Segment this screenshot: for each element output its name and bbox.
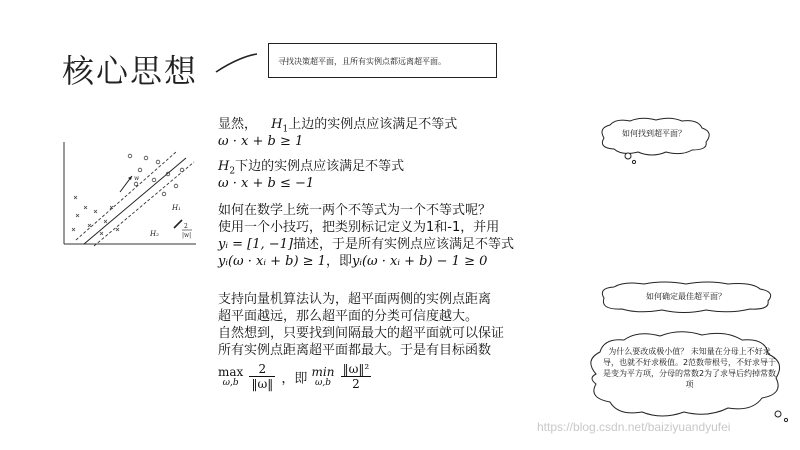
- cloud2-text: 如何确定最佳超平面？: [646, 292, 726, 301]
- min-operator: min ω,b: [311, 365, 335, 388]
- objective-fraction-min: $\frac{\text{‖ω‖²}}{2}$: [342, 362, 370, 391]
- h1-label: H₁: [172, 204, 181, 212]
- b4-line1: 支持向量机算法认为，超平面两侧的实例点距离: [218, 292, 492, 307]
- b3-unified-inequality: yᵢ(ω · xᵢ + b) ≥ 1: [218, 254, 326, 269]
- hyperplane-center: [84, 158, 186, 244]
- max-operator: max ω,b: [218, 365, 244, 388]
- b2-text: 下边的实例点应该满足不等式: [235, 159, 405, 174]
- objective-fraction-max: $\frac{2}{‖\omega‖}$: [251, 362, 274, 391]
- margin-denominator: |w|: [182, 232, 192, 239]
- negative-points: [72, 196, 119, 235]
- watermark: https://blog.csdn.net/baiziyuandyufei: [537, 420, 731, 434]
- cloud3-text: 为什么要改成极小值？ 未知量在分母上不好求导，也就不好求极值。2范数带根号，不好求导于是变为平方项，分母的常数2为了求导后约掉常数项: [602, 347, 777, 389]
- b4-line3: 自然想到，只要找到间隔最大的超平面就可以保证: [218, 326, 505, 341]
- margin-numerator: 2: [184, 223, 188, 230]
- objective-function: [218, 362, 373, 402]
- b3-unified-inequality-alt: yᵢ(ω · xᵢ + b) − 1 ≥ 0: [351, 254, 488, 269]
- b1-inequality: ω · x + b ≥ 1: [218, 134, 304, 149]
- b4-line2: 超平面越远，那么超平面的分类可信度越大。: [218, 309, 479, 324]
- thought-cloud-best-hyperplane: [594, 280, 780, 316]
- b2-h2-sub: 2: [229, 166, 236, 177]
- svm-diagram: [58, 140, 198, 248]
- b3-line4-mid: ，即: [325, 254, 352, 269]
- b1-h1-sub: 1: [282, 124, 289, 135]
- h2-condition-block: [218, 158, 404, 192]
- b1-prefix: 显然，: [218, 117, 258, 132]
- unify-inequality-block: [218, 202, 514, 270]
- b2-inequality: ω · x + b ≤ −1: [218, 176, 315, 191]
- b3-line1: 如何在数学上统一两个不等式为一个不等式呢？: [218, 203, 492, 218]
- h1-condition-block: [218, 116, 457, 150]
- thought-cloud-find-hyperplane: [590, 116, 720, 164]
- b3-label-def: yᵢ = [1, −1]: [218, 237, 293, 252]
- b4-line4: 所有实例点距离超平面都最大。于是有目标函数: [218, 343, 492, 358]
- thought-cloud-why-minimize: [582, 328, 797, 423]
- b3-line3-text: 描述，于是所有实例点应该满足不等式: [292, 237, 514, 252]
- margin-bracket: [174, 220, 182, 228]
- b3-line2: 使用一个小技巧，把类别标记定义为1和-1，并用: [218, 220, 500, 235]
- b1-h1: H: [271, 117, 283, 132]
- h2-label: H₂: [150, 230, 159, 238]
- objective-explanation-block: [218, 291, 504, 359]
- b1-text: 上边的实例点应该满足不等式: [288, 117, 458, 132]
- objective-connector: ，即: [281, 371, 308, 387]
- b2-h2: H: [218, 159, 230, 174]
- goal-callout: 寻找决策超平面，且所有实例点都远离超平面。: [268, 43, 497, 78]
- slide-title: 核心思想: [62, 52, 199, 90]
- cloud1-text: 如何找到超平面？: [622, 129, 686, 138]
- title-decoration-stroke: [214, 50, 260, 76]
- w-label: w: [134, 175, 140, 182]
